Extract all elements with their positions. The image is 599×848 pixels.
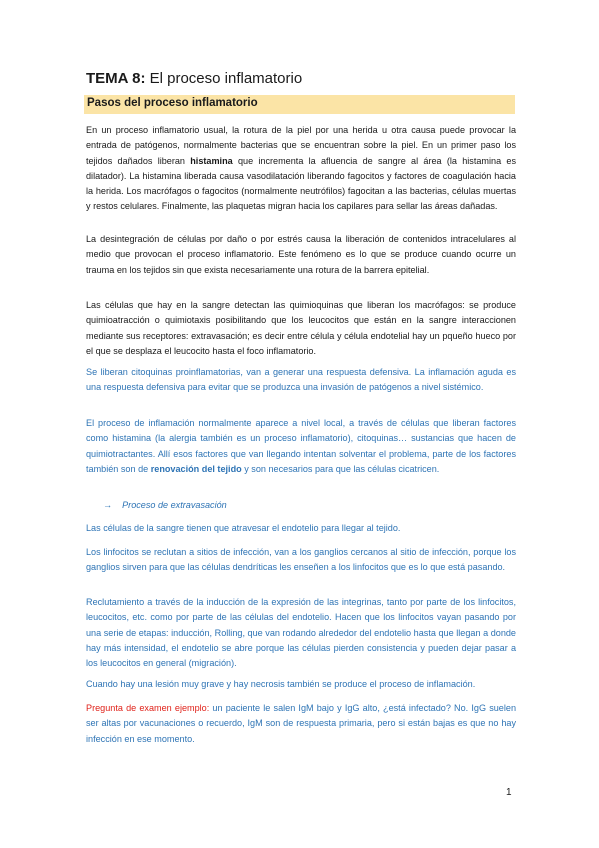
section-heading-text: Pasos del proceso inflamatorio: [87, 97, 258, 109]
arrow-list-item: [103, 500, 227, 510]
paragraph-10: [86, 701, 516, 747]
paragraph-1: [86, 123, 516, 215]
paragraph-5: [86, 416, 516, 477]
title-text: El proceso inflamatorio: [145, 70, 303, 87]
paragraph-5-text-b: y son necesarios para que las células cicatricen.: [241, 463, 440, 474]
paragraph-6: Las células de la sangre tienen que atravesar el endotelio para llegar al tejido.: [86, 523, 401, 533]
exam-question-text: un paciente le salen IgM bajo y IgG alto, ¿está infectado? No. IgG suelen ser altas por vacunaciones o recuerdo, IgM son de respuesta primaria, pero si están bajas es que no hay infección en ese momento.: [86, 703, 517, 744]
paragraph-1-text-a: En un proceso inflamatorio usual, la rotura de la piel por una herida u otra causa puede provocar la entrada de patógenos, normalmente bacterias que se encuentran sobre la piel. En un primer paso los tejidos dañados liberan: [86, 125, 516, 166]
paragraph-8: Reclutamiento a través de la inducción de la expresión de las integrinas, tanto por parte de los linfocitos, leucocitos, etc. como por parte de las células del endotelio. Hacen que los linfocitos vayan pasando por una serie de etapas: inducción, Rolling, que van rodando alrededor del endotelio hasta que llegan a donde hay más intensidad, el endotelio se abre porque las células pierden consistencia y pueden dejar pasar a los leucocitos en general (migración).: [86, 597, 516, 669]
paragraph-2: La desintegración de células por daño o por estrés causa la liberación de contenidos intracelulares al medio que provocan el proceso inflamatorio. Este fenómeno es lo que se produce cuando ocurre un trauma en los tejidos sin que exista necesariamente una rotura de la barrera epitelial.: [86, 234, 516, 275]
paragraph-3: Las células que hay en la sangre detectan las quimioquinas que liberan los macrófagos: se produce quimioatracción o quimiotaxis posibilitando que los leucocitos que están en la sangre interaccionen mediante sus receptores: extravasación; es decir entre célula y célula endotelial hay un pqueño hueco por el que se desplaza el leucocito hasta el foco inflamatorio.: [86, 300, 516, 356]
paragraph-1-bold: histamina: [190, 155, 233, 166]
paragraph-1-text-b: que incrementa la afluencia de sangre al área (la histamina es dilatador). La histamina liberada causa vasodilatación liberando fagocitos y factores de coagulación hacia la herida. Los macrófagos o fagocitos (normalmente neutrófilos) fagocitan a las bacterias, células muertas y restos celulares. Finalmente, las plaquetas migran hacia los capilares para sellar las áreas dañadas.: [86, 155, 516, 212]
section-heading: [84, 95, 515, 114]
paragraph-5-text-a: El proceso de inflamación normalmente aparece a nivel local, a través de células que liberan factores como histamina (la alergia también es un proceso inflamatorio), citoquinas… sustancias que hacen de quimiotractantes. Allí esos factores que van llegando intentan solventar el problema, parte de los factores también son de: [86, 418, 516, 474]
exam-question-label: Pregunta de examen ejemplo:: [86, 703, 210, 713]
title-prefix: TEMA 8:: [86, 70, 146, 87]
page-number: 1: [506, 787, 512, 798]
arrow-right-icon: →: [103, 500, 113, 510]
paragraph-7: Los linfocitos se reclutan a sitios de infección, van a los ganglios cercanos al sitio de infección, porque los ganglios sirven para que las células dendríticas les enseñen a los linfocitos que es lo que está pasando.: [86, 547, 516, 573]
paragraph-5-bold: renovación del tejido: [150, 463, 242, 474]
paragraph-4: Se liberan citoquinas proinflamatorias, van a generar una respuesta defensiva. La inflamación aguda es una respuesta defensiva para evitar que se produzca una invasión de patógenos a nivel sistémico.: [86, 367, 516, 393]
arrow-list-item-text: Proceso de extravasación: [122, 500, 227, 510]
page-title: [86, 70, 302, 87]
paragraph-9: Cuando hay una lesión muy grave y hay necrosis también se produce el proceso de inflamación.: [86, 679, 476, 689]
